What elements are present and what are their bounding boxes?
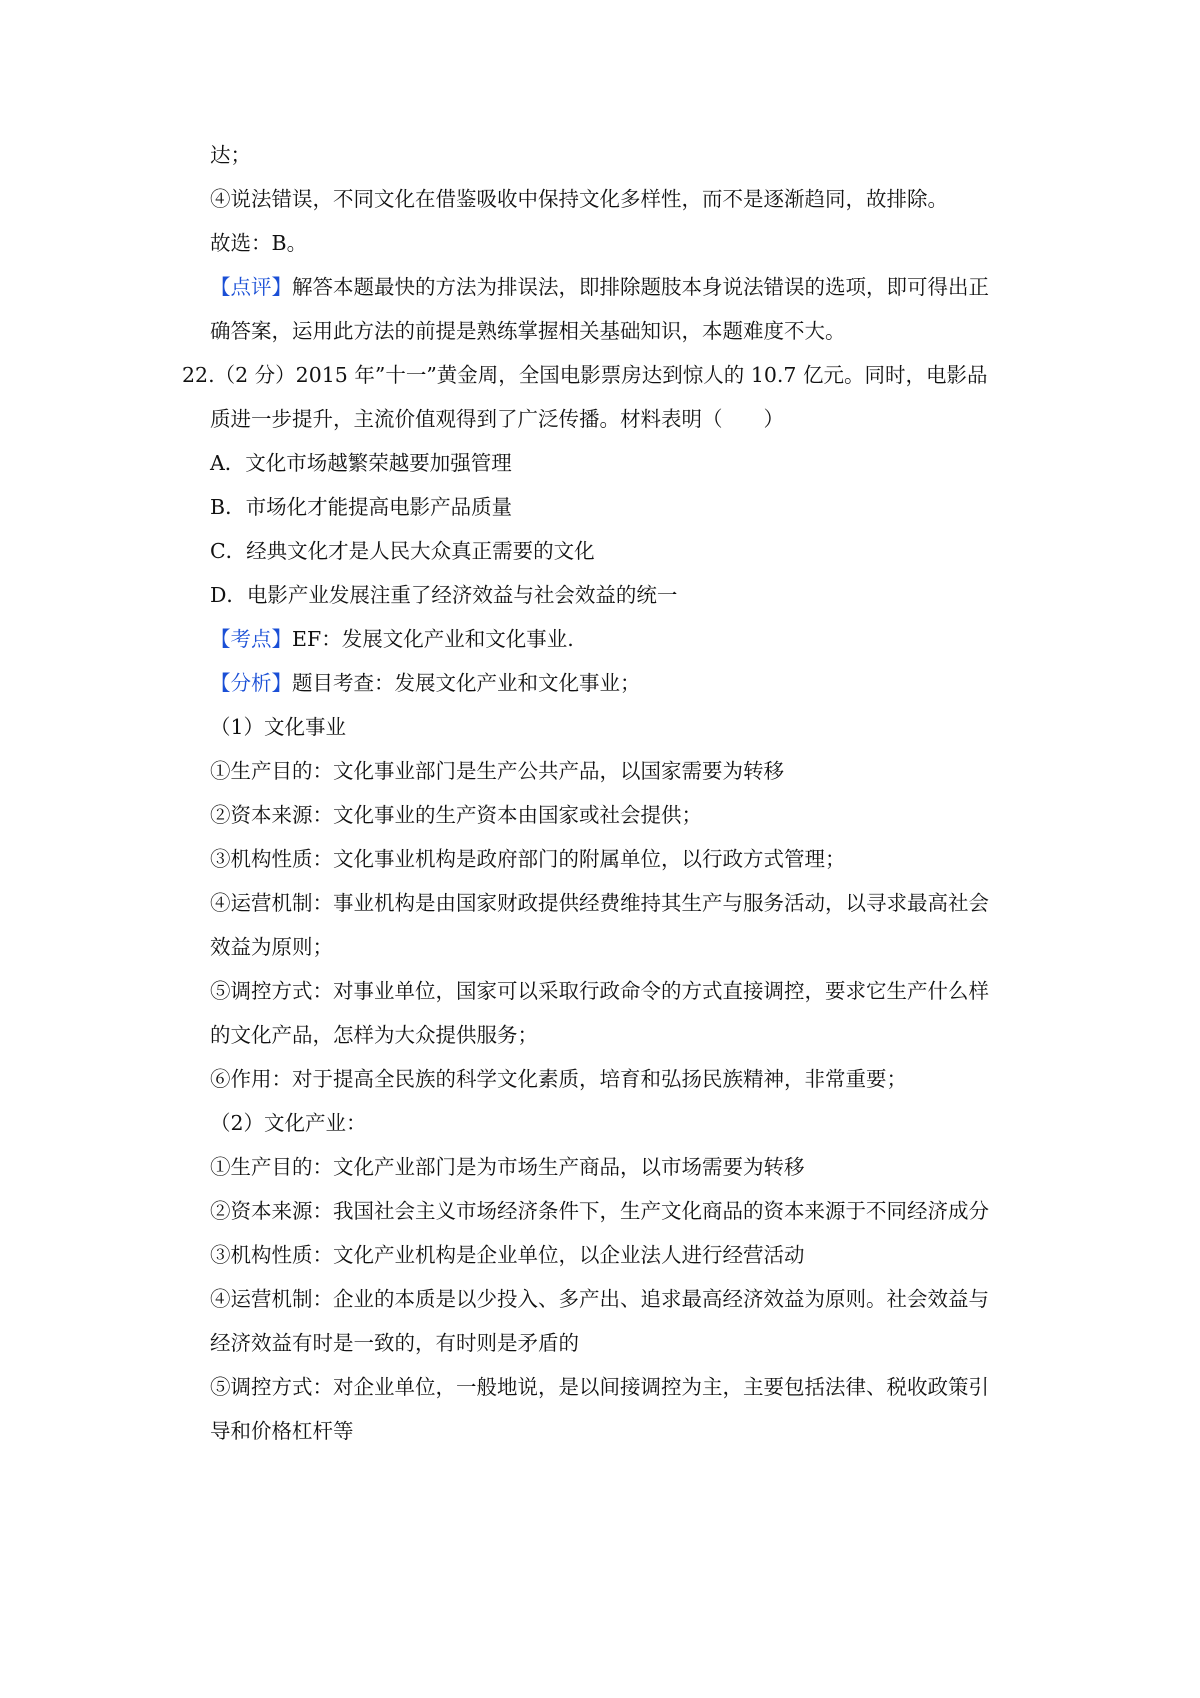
section-2-item: ②资本来源：我国社会主义市场经济条件下，生产文化商品的资本来源于不同经济成分 (210, 1199, 989, 1223)
option-d: D．电影产业发展注重了经济效益与社会效益的统一 (210, 583, 678, 607)
prev-comment-line-2: 确答案，运用此方法的前提是熟练掌握相关基础知识，本题难度不大。 (210, 319, 846, 343)
section-1-item: ③机构性质：文化事业机构是政府部门的附属单位，以行政方式管理； (210, 847, 846, 871)
comment-tag: 【点评】 (210, 275, 292, 299)
section-1-title: （1）文化事业 (210, 715, 347, 739)
section-2-item: ③机构性质：文化产业机构是企业单位，以企业法人进行经营活动 (210, 1243, 805, 1267)
section-1-item: 效益为原则； (210, 935, 333, 959)
section-1-item: ④运营机制：事业机构是由国家财政提供经费维持其生产与服务活动，以寻求最高社会 (210, 891, 989, 915)
kaodian-tag: 【考点】 (210, 627, 292, 651)
section-1-item: 的文化产品，怎样为大众提供服务； (210, 1023, 538, 1047)
prev-answer-continuation: 达； (210, 143, 251, 167)
comment-text: 解答本题最快的方法为排误法，即排除题肢本身说法错误的选项，即可得出正 (292, 275, 989, 299)
prev-comment-line-1 (210, 272, 989, 302)
section-1-item: ⑥作用：对于提高全民族的科学文化素质，培育和弘扬民族精神，非常重要； (210, 1067, 907, 1091)
section-1-item: ②资本来源：文化事业的生产资本由国家或社会提供； (210, 803, 702, 827)
section-2-item: 导和价格杠杆等 (210, 1419, 354, 1443)
kaodian-text: EF：发展文化产业和文化事业. (292, 627, 574, 651)
fenxi-tag: 【分析】 (210, 671, 292, 695)
question-stem-line-1: 22.（2 分）2015 年”十一”黄金周，全国电影票房达到惊人的 10.7 亿元。同时，电影品 (182, 363, 988, 387)
section-2-item: ⑤调控方式：对企业单位，一般地说，是以间接调控为主，主要包括法律、税收政策引 (210, 1375, 989, 1399)
section-2-item: ④运营机制：企业的本质是以少投入、多产出、追求最高经济效益为原则。社会效益与 (210, 1287, 989, 1311)
section-1-item: ①生产目的：文化事业部门是生产公共产品，以国家需要为转移 (210, 759, 784, 783)
question-stem-line-2: 质进一步提升，主流价值观得到了广泛传播。材料表明（ ） (210, 407, 784, 431)
section-2-item: 经济效益有时是一致的，有时则是矛盾的 (210, 1331, 579, 1355)
section-2-title: （2）文化产业： (210, 1111, 367, 1135)
fenxi-text: 题目考查：发展文化产业和文化事业； (292, 671, 641, 695)
option-c: C．经典文化才是人民大众真正需要的文化 (210, 539, 595, 563)
fenxi-line (210, 668, 641, 698)
option-b: B．市场化才能提高电影产品质量 (210, 495, 513, 519)
kaodian-line (210, 624, 574, 654)
section-1-item: ⑤调控方式：对事业单位，国家可以采取行政命令的方式直接调控，要求它生产什么样 (210, 979, 989, 1003)
prev-answer-choice: 故选：B。 (210, 231, 308, 255)
prev-answer-item-4: ④说法错误，不同文化在借鉴吸收中保持文化多样性，而不是逐渐趋同，故排除。 (210, 187, 948, 211)
option-a: A．文化市场越繁荣越要加强管理 (210, 451, 512, 475)
section-2-item: ①生产目的：文化产业部门是为市场生产商品，以市场需要为转移 (210, 1155, 805, 1179)
